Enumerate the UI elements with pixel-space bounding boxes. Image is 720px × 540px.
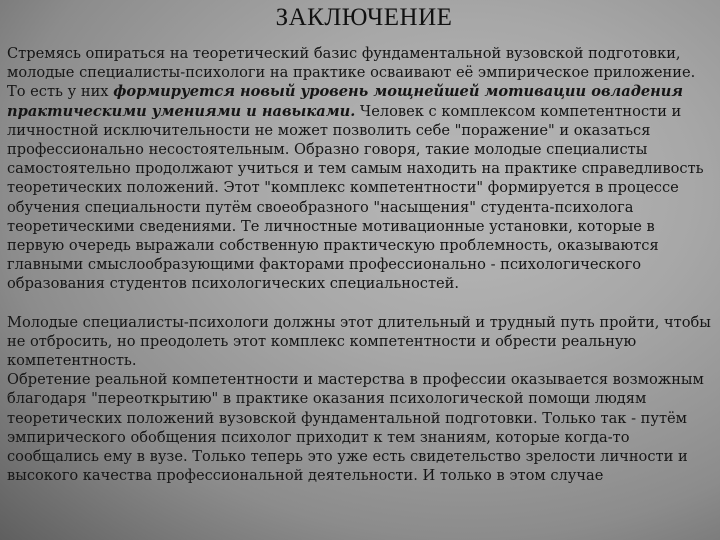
paragraph-3: Обретение реальной компетентности и мастерства в профессии оказывается возможным благодаря "переоткрытию" в практике оказания психологической помощи людям теоретических положений вузовской фундаментальной подготовки. Только так - путём эмпирического обобщения психолог приходит к тем знаниям, которые когда-то сообщались ему в вузе. Только теперь это уже есть свидетельство зрелости личности и высокого качества профессиональной деятельности. И только в этом случае	[7, 371, 704, 485]
slide-title: ЗАКЛЮЧЕНИЕ	[275, 4, 453, 31]
paragraph-1-rest: Человек с комплексом компетентности и личностной исключительности не может позволить себе "поражение" и оказаться профессионально несостоятельным. Образно говоря, такие молодые специалисты самостоятельно продолжают учиться и тем самым находить на практике справедливость теоретических положений. Этот "комплекс компетентности" формируется в процессе обучения специальности путём своеобразного "насыщения" студента-психолога теоретическими сведениями. Те личностные мотивационные установки, которые в первую очередь выражали собственную практическую проблемность, оказываются главными смыслообразующими факторами профессионально - психологического образования студентов психологических специальностей.	[7, 102, 704, 293]
paragraph-spacer	[7, 294, 715, 313]
paragraph-1-emphasis: формируется новый уровень мощнейшей мотивации овладения практическими умениями и навыками.	[7, 83, 683, 120]
slide-body	[7, 44, 715, 485]
paragraph-2: Молодые специалисты-психологи должны этот длительный и трудный путь пройти, чтобы не отбросить, но преодолеть этот комплекс компетентности и обрести реальную компетентность.	[7, 313, 711, 370]
paragraph-1	[7, 44, 715, 294]
paragraph-1-lead: Стремясь опираться на теоретический базис фундаментальной вузовской подготовки, молодые специалисты-психологи на практике осваивают её эмпирическое приложение. То есть у них	[7, 45, 696, 101]
